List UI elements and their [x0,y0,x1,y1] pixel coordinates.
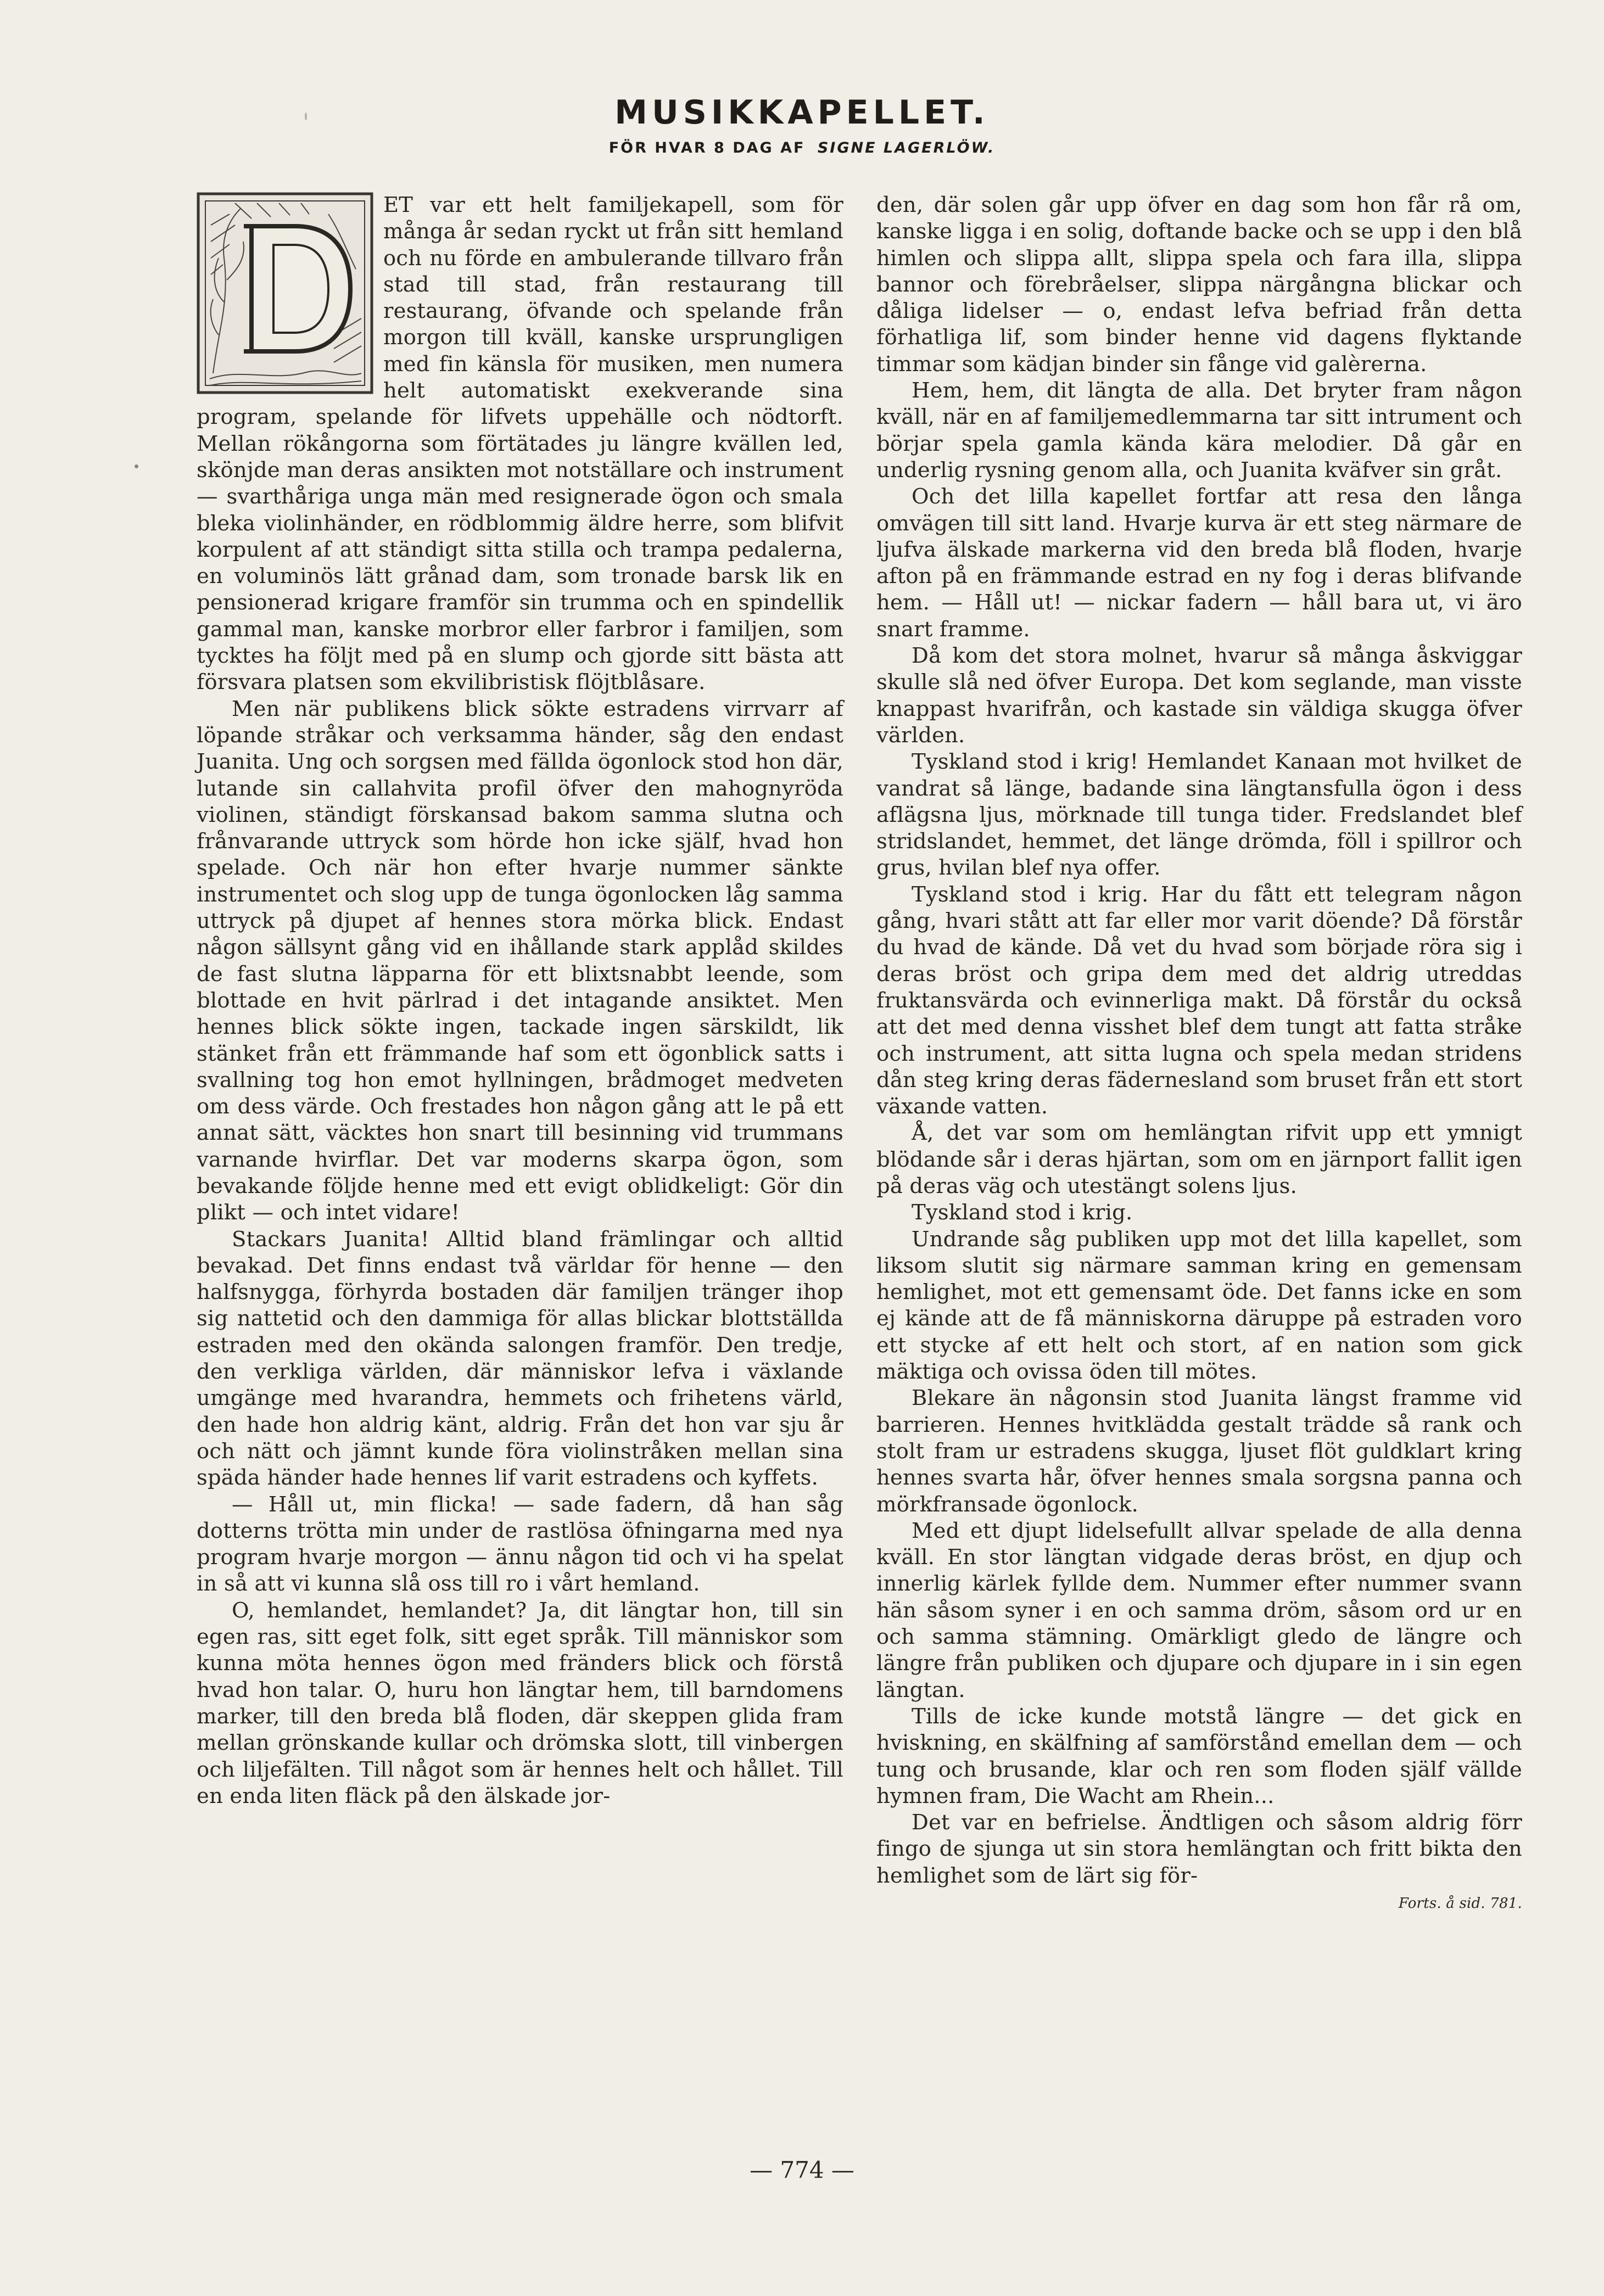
paragraph: Blekare än någonsin stod Juanita längst framme vid barrieren. Hennes hvitklädda gestalt trädde så rank och stolt fram ur estradens skugga, ljuset flöt guldklart kring hennes svarta hår, öfver hennes smala sorgsna panna och mörkfransade ögonlock. [876,1386,1522,1517]
continuation-note: Forts. å sid. 781. [1398,1895,1522,1912]
paper-speck [305,113,307,120]
drop-cap [197,192,373,394]
paragraph: Då kom det stora molnet, hvarur så många åskviggar skulle slå ned öfver Europa. Det kom seglande, man visste knappast hvarifrån, och kastade sin väldiga skugga öfver världen. [876,643,1522,748]
paragraph: Tyskland stod i krig. [912,1200,1133,1225]
article-title: MUSIKKAPELLET. [614,93,990,132]
paragraph: Hem, hem, dit längta de alla. Det bryter fram någon kväll, när en af familjemedlemmarna tar sitt intrument och börjar spela gamla kända kära melodier. Då går en underlig rysning genom alla, och Juanita kväfver sin gråt. [876,378,1522,483]
paragraph: Tyskland stod i krig. Har du fått ett telegram någon gång, hvari stått att far eller mor varit döende? Då förstår du hvad de kände. Då vet du hvad som började röra sig i deras bröst och gripa dem med det aldrig utreddas fruktansvärda och evinnerliga makt. Då förstår du också att det med denna visshet blef dem tungt att fatta stråke och instrument, att sitta lugna och spela medan stridens dån steg kring deras fädernesland som bruset från ett stort växande vatten. [876,882,1522,1119]
paragraph: Det var en befrielse. Ändtligen och såsom aldrig förr fingo de sjunga ut sin stora hemlängtan och fritt bikta den hemlighet som de lärt sig för- [876,1810,1522,1888]
paragraph: Å, det var som om hemlängtan rifvit upp ett ymnigt blödande sår i deras hjärtan, som om en järnport fallit igen på deras väg och utestängt solens ljus. [876,1121,1522,1199]
paragraph: Tyskland stod i krig! Hemlandet Kanaan mot hvilket de vandrat så länge, badande sina längtansfulla ögon i dess aflägsna ljus, mörknade till tunga tider. Fredslandet blef stridslandet, hemmet, det länge drömda, föll i spillror och grus, hvilan blef nya offer. [876,749,1522,881]
paragraph: Tills de icke kunde motstå längre — det gick en hviskning, en skälfning af samförstånd emellan dem — och tung och brusande, klar och ren som floden själf vällde hymnen fram, Die Wacht am Rhein... [876,1704,1522,1808]
right-column [876,192,1522,1914]
byline [0,139,1604,156]
paragraph: ET var ett helt familjekapell, som för många år sedan ryckt ut från sitt hemland och nu förde en ambulerande tillvaro från stad till stad, från restaurang till restaurang, öfvande och spelande från morgon till kväll, kanske ursprungligen med fin känsla för musiken, men numera helt automatiskt exekverande sina program, spelande för lifvets uppehälle och nödtorft. Mellan rökångorna som förtätades ju längre kvällen led, skönjde man deras ansikten mot notställare och instrument — svarthåriga unga män med resignerade ögon och smala bleka violinhänder, en rödblommig äldre herre, som blifvit korpulent af att ständigt sitta stilla och trampa pedalerna, en voluminös lätt grånad dam, som tronade barsk lik en pensionerad krigare framför sin trumma och en spindellik gammal man, kanske morbror eller farbror i familjen, som tycktes ha följt med på en slump och gjorde sitt bästa att försvara platsen som ekvilibristisk flöjtblåsare. [197,193,843,695]
paragraph: Men när publikens blick sökte estradens virrvarr af löpande stråkar och verksamma händer, såg den endast Juanita. Ung och sorgsen med fällda ögonlock stod hon där, lutande sin callahvita profil öfver den mahognyröda violinen, ständigt förskansad bakom samma slutna och frånvarande uttryck som hörde hon icke själf, hvad hon spelade. Och när hon efter hvarje nummer sänkte instrumentet och slog upp de tunga ögonlocken låg samma uttryck på djupet af hennes stora mörka blick. Endast någon sällsynt gång vid en ihållande stark applåd skildes de fast slutna läpparna för ett blixtsnabbt leende, som blottade en hvit pärlrad i det intagande ansiktet. Men hennes blick sökte ingen, tackade ingen särskildt, lik stänket från ett främmande haf som ett ögonblick satts i svallning tog hon emot hyllningen, brådmoget medveten om dess värde. Och frestades hon någon gång att le på ett annat sätt, väcktes hon snart till besinning vid trummans varnande hvirflar. Det var moderns skarpa ögon, som bevakande följde henne med ett evigt oblidkeligt: Gör din plikt — och intet vidare! [197,696,843,1225]
ornamental-initial-icon [197,192,373,394]
page-number: — 774 — [750,2157,854,2183]
paper-speck [135,464,138,468]
byline-prefix: FÖR HVAR 8 DAG AF [608,139,806,156]
paragraph: O, hemlandet, hemlandet? Ja, dit längtar hon, till sin egen ras, sitt eget folk, sitt eget språk. Till människor som kunna möta hennes ögon med fränders blick och förstå hvad hon talar. O, huru hon längtar hem, till barndomens marker, till den breda blå floden, där skeppen glida fram mellan grönskande kullar och drömska slott, till vinbergen och liljefälten. Till något som är hennes helt och hållet. Till en enda liten fläck på den älskade jor- [197,1598,843,1808]
paragraph: Stackars Juanita! Alltid bland främlingar och alltid bevakad. Det finns endast två världar för henne — den halfsnygga, förhyrda bostaden där familjen tränger ihop sig nattetid och den dammiga för allas blickar blottställda estraden med den okända salongen framför. Den tredje, den verkliga världen, där människor lefva i växlande umgänge med hvarandra, hemmets och frihetens värld, den hade hon aldrig känt, aldrig. Från det hon var sju år och nätt och jämnt kunde föra violinstråken mellan sina späda händer hade hennes lif varit estradens och kyffets. [197,1227,843,1491]
paragraph: den, där solen går upp öfver en dag som hon får rå om, kanske ligga i en solig, doftande backe och se upp i den blå himlen och slippa allt, slippa spela och fara illa, slippa bannor och förebråelser, slippa närgångna blickar och dåliga lidelser — o, endast lefva befriad från detta förhatliga lif, som binder henne vid dagens flyktande timmar som kädjan binder sin fånge vid galèrerna. [876,193,1522,377]
author-name: SIGNE LAGERLÖW. [817,139,996,156]
paragraph: Undrande såg publiken upp mot det lilla kapellet, som liksom slutit sig närmare samman kring en gemensam hemlighet, mot ett gemensamt öde. Det fanns icke en som ej kände att de få människorna däruppe på estraden voro ett stycke af ett helt och stort, af en nation som gick mäktiga och ovissa öden till mötes. [876,1227,1522,1385]
paragraph: — Håll ut, min flicka! — sade fadern, då han såg dotterns trötta min under de rastlösa öfningarna med nya program hvarje morgon — ännu någon tid och vi ha spelat in så att vi kunna slå oss till ro i vårt hemland. [197,1492,843,1597]
paragraph: Med ett djupt lidelsefullt allvar spelade de alla denna kväll. En stor längtan vidgade deras bröst, en djup och innerlig kärlek fyllde dem. Nummer efter nummer svann hän såsom syner i en och samma dröm, såsom ord ur en och samma stämning. Omärkligt gledo de längre och längre från publiken och djupare och djupare in i sin egen längtan. [876,1518,1522,1703]
paragraph: Och det lilla kapellet fortfar att resa den långa omvägen till sitt land. Hvarje kurva är ett steg närmare de ljufva älskade markerna vid den breda blå floden, hvarje afton på en främmande estrad en ny fog i deras blifvande hem. — Håll ut! — nickar fadern — håll bara ut, vi äro snart framme. [876,484,1522,642]
left-column [197,192,843,1810]
